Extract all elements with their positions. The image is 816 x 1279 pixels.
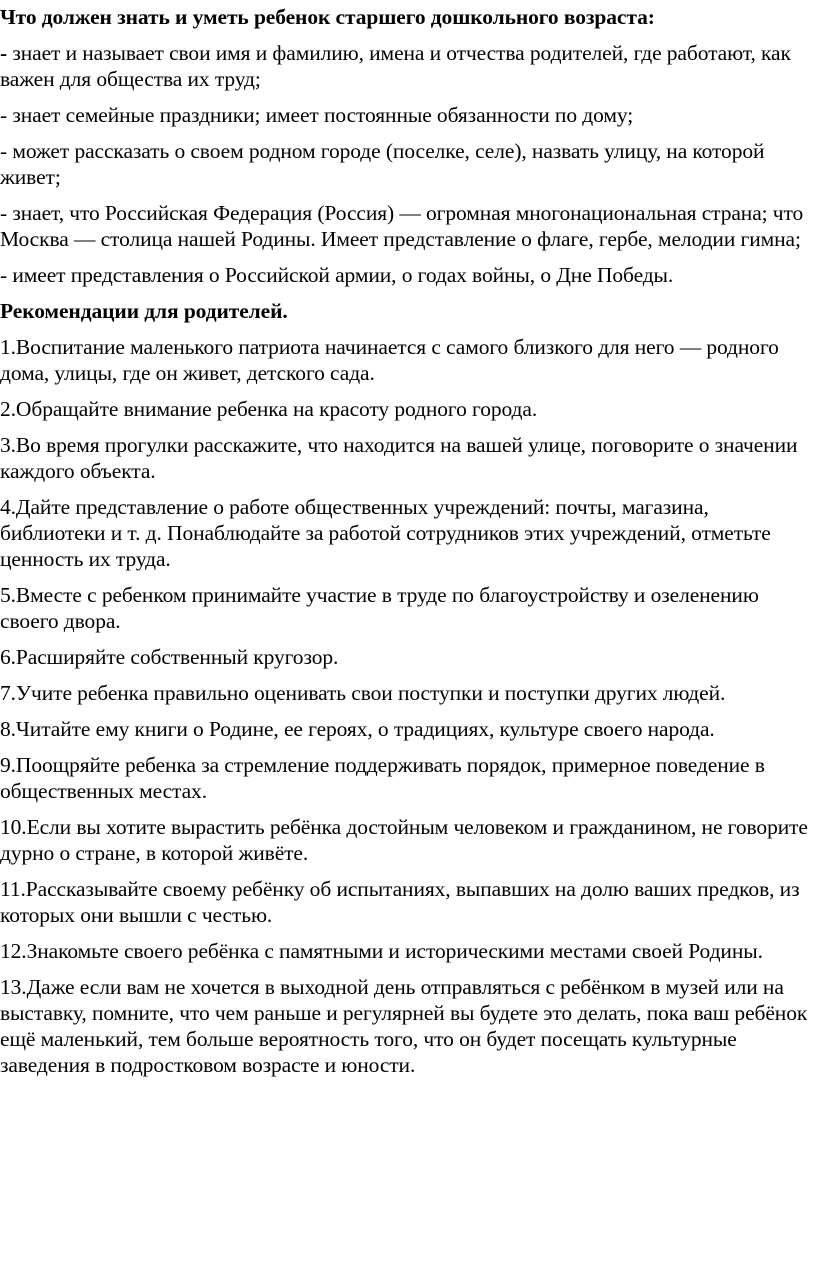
knows-item-4 [0, 200, 816, 252]
bullet-dash: - [0, 103, 8, 127]
recommendation-13: 13.Даже если вам не хочется в выходной день отправляться с ребёнком в музей или на выставку, помните, что чем раньше и регулярней вы будете это делать, пока ваш ребёнок ещё маленький, тем больше вероятность того, что он будет посещать культурные заведения в подростковом возрасте и юности. [0, 975, 808, 1077]
recommendation-12: 12.Знакомьте своего ребёнка с памятными и историческими местами своей Родины. [0, 939, 763, 963]
knows-item-1 [0, 40, 816, 92]
bullet-dash: - [0, 201, 8, 225]
recommendation-2: 2.Обращайте внимание ребенка на красоту родного города. [0, 397, 538, 421]
knows-item-text: имеет представления о Российской армии, о годах войны, о Дне Победы. [7, 263, 674, 287]
knows-item-text: знает и называет свои имя и фамилию, имена и отчества родителей, где работают, как важен для общества их труд; [0, 41, 791, 91]
recommendation-11: 11.Рассказывайте своему ребёнку об испытаниях, выпавших на долю ваших предков, из которых они вышли с честью. [0, 877, 800, 927]
recommendation-9: 9.Поощряйте ребенка за стремление поддерживать порядок, примерное поведение в общественных местах. [0, 753, 765, 803]
recommendation-3: 3.Во время прогулки расскажите, что находится на вашей улице, поговорите о значении каждого объекта. [0, 433, 798, 483]
recommendation-6: 6.Расширяйте собственный кругозор. [0, 645, 339, 669]
recommendation-1: 1.Воспитание маленького патриота начинается с самого близкого для него — родного дома, улицы, где он живет, детского сада. [0, 335, 779, 385]
knows-item-2 [0, 102, 816, 128]
knows-item-text: может рассказать о своем родном городе (поселке, селе), назвать улицу, на которой живет; [0, 139, 765, 189]
recommendation-10: 10.Если вы хотите вырастить ребёнка достойным человеком и гражданином, не говорите дурно о стране, в которой живёте. [0, 815, 808, 865]
knows-item-text: знает семейные праздники; имеет постоянные обязанности по дому; [7, 103, 634, 127]
recommendation-4: 4.Дайте представление о работе общественных учреждений: почты, магазина, библиотеки и т. д. Понаблюдайте за работой сотрудников этих учреждений, отметьте ценность их труда. [0, 495, 771, 571]
recommendation-8: 8.Читайте ему книги о Родине, ее героях, о традициях, культуре своего народа. [0, 717, 715, 741]
heading-recommendations: Рекомендации для родителей. [0, 299, 288, 323]
knows-item-text: знает, что Российская Федерация (Россия) — огромная многонациональная страна; что Москва — столица нашей Родины. Имеет представление о флаге, гербе, мелодии гимна; [0, 201, 804, 251]
knows-item-5 [0, 262, 816, 288]
bullet-dash: - [0, 41, 8, 65]
knows-item-3 [0, 138, 816, 190]
recommendation-5: 5.Вместе с ребенком принимайте участие в труде по благоустройству и озеленению своего двора. [0, 583, 759, 633]
heading-knows: Что должен знать и уметь ребенок старшего дошкольного возраста: [0, 5, 655, 29]
recommendation-7: 7.Учите ребенка правильно оценивать свои поступки и поступки других людей. [0, 681, 726, 705]
bullet-dash: - [0, 263, 8, 287]
bullet-dash: - [0, 139, 8, 163]
